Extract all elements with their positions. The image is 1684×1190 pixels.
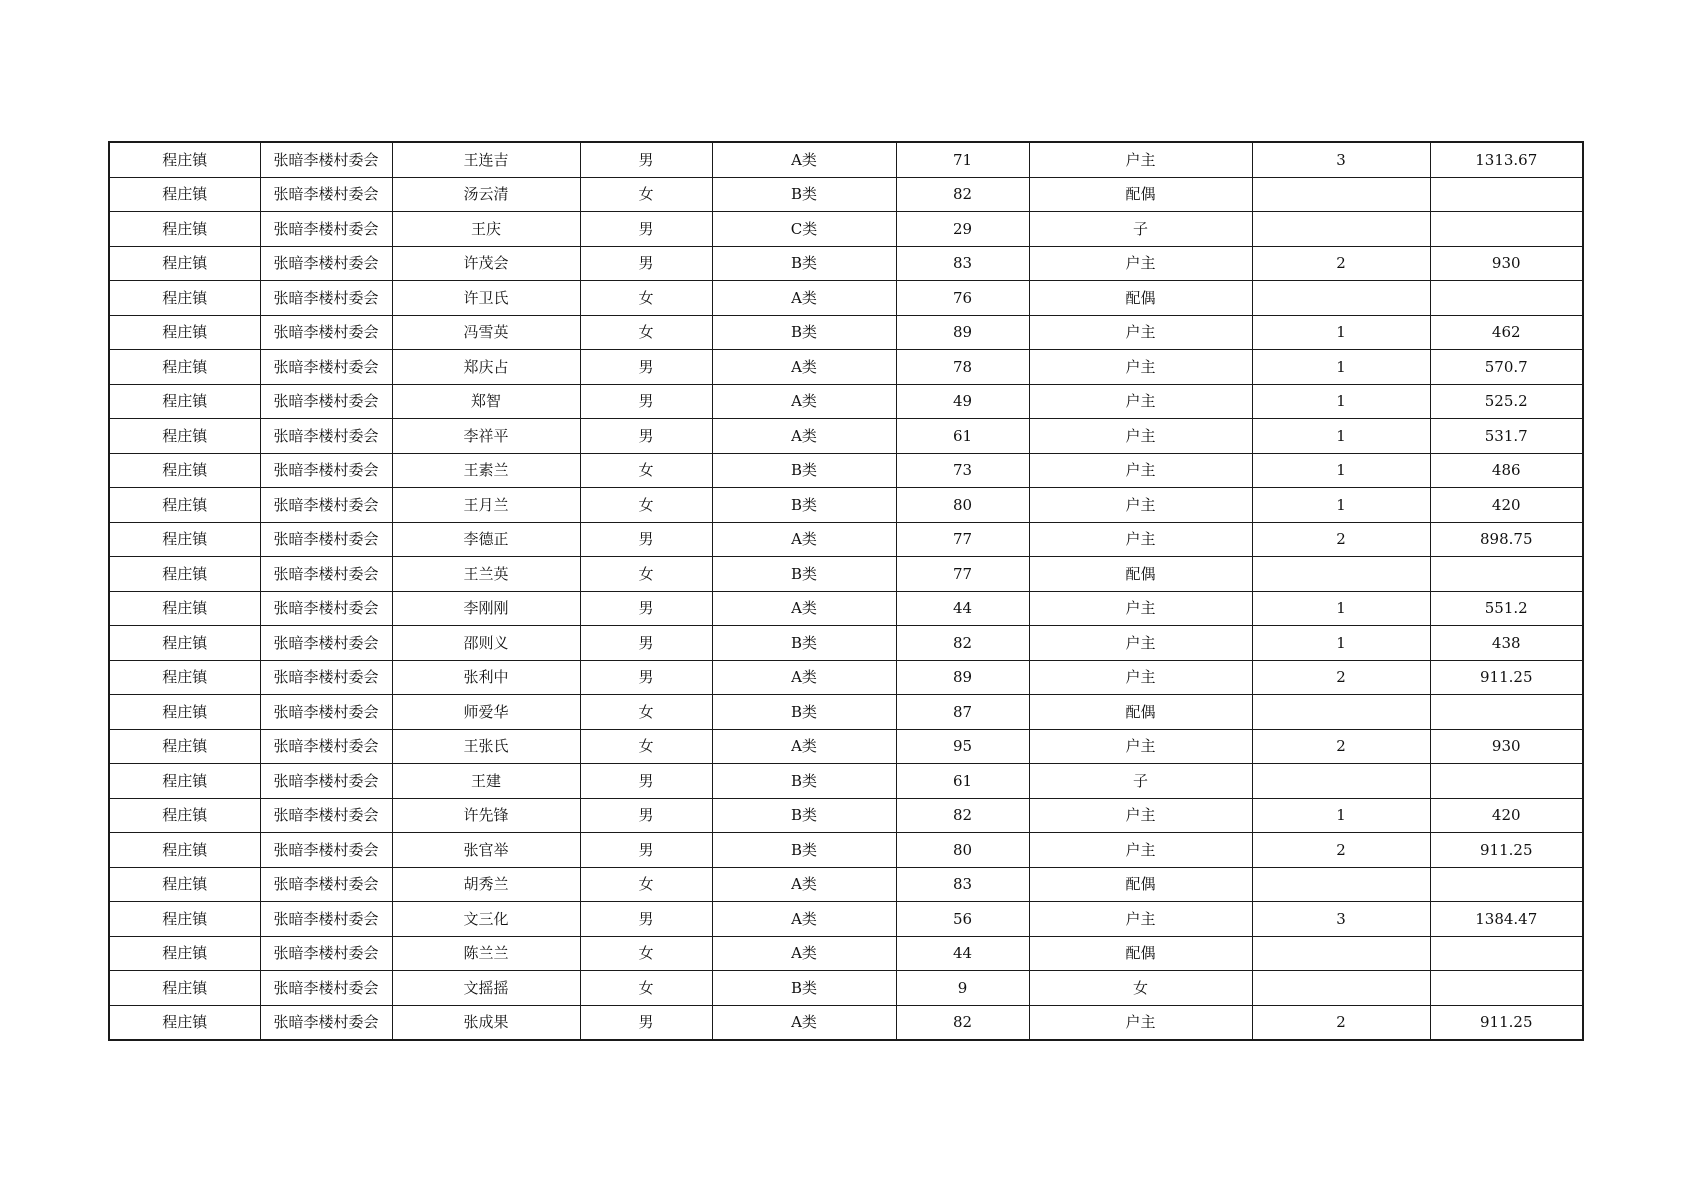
cell-town: 程庄镇 <box>109 281 260 316</box>
cell-household-size: 1 <box>1252 384 1430 419</box>
cell-name: 李刚刚 <box>392 591 580 626</box>
cell-village: 张暗李楼村委会 <box>260 350 392 385</box>
table-row <box>109 591 1583 626</box>
cell-category: B类 <box>712 315 896 350</box>
cell-age: 77 <box>896 522 1029 557</box>
cell-town: 程庄镇 <box>109 867 260 902</box>
table-row <box>109 833 1583 868</box>
table-row <box>109 1005 1583 1040</box>
cell-relation: 户主 <box>1029 315 1252 350</box>
table-row <box>109 867 1583 902</box>
cell-category: B类 <box>712 488 896 523</box>
cell-village: 张暗李楼村委会 <box>260 246 392 281</box>
cell-town: 程庄镇 <box>109 591 260 626</box>
cell-gender: 男 <box>580 350 712 385</box>
cell-name: 王素兰 <box>392 453 580 488</box>
cell-category: A类 <box>712 281 896 316</box>
cell-town: 程庄镇 <box>109 557 260 592</box>
cell-category: B类 <box>712 798 896 833</box>
cell-relation: 配偶 <box>1029 936 1252 971</box>
cell-category: B类 <box>712 695 896 730</box>
cell-category: C类 <box>712 212 896 247</box>
cell-age: 82 <box>896 177 1029 212</box>
cell-village: 张暗李楼村委会 <box>260 936 392 971</box>
cell-name: 郑智 <box>392 384 580 419</box>
table-row <box>109 315 1583 350</box>
cell-village: 张暗李楼村委会 <box>260 764 392 799</box>
cell-village: 张暗李楼村委会 <box>260 488 392 523</box>
cell-amount: 570.7 <box>1430 350 1583 385</box>
cell-name: 李祥平 <box>392 419 580 454</box>
cell-amount <box>1430 867 1583 902</box>
cell-gender: 男 <box>580 522 712 557</box>
cell-category: A类 <box>712 729 896 764</box>
cell-town: 程庄镇 <box>109 660 260 695</box>
cell-town: 程庄镇 <box>109 764 260 799</box>
cell-category: A类 <box>712 1005 896 1040</box>
cell-amount <box>1430 557 1583 592</box>
cell-village: 张暗李楼村委会 <box>260 902 392 937</box>
cell-category: B类 <box>712 453 896 488</box>
cell-amount: 1384.47 <box>1430 902 1583 937</box>
cell-age: 61 <box>896 419 1029 454</box>
cell-gender: 男 <box>580 626 712 661</box>
cell-household-size: 1 <box>1252 798 1430 833</box>
cell-gender: 男 <box>580 1005 712 1040</box>
cell-relation: 户主 <box>1029 729 1252 764</box>
cell-category: A类 <box>712 660 896 695</box>
cell-gender: 女 <box>580 867 712 902</box>
cell-household-size <box>1252 557 1430 592</box>
cell-relation: 户主 <box>1029 1005 1252 1040</box>
cell-household-size <box>1252 212 1430 247</box>
cell-gender: 女 <box>580 971 712 1006</box>
cell-age: 9 <box>896 971 1029 1006</box>
table-row <box>109 246 1583 281</box>
cell-age: 71 <box>896 142 1029 177</box>
cell-relation: 配偶 <box>1029 281 1252 316</box>
cell-village: 张暗李楼村委会 <box>260 281 392 316</box>
cell-amount: 551.2 <box>1430 591 1583 626</box>
cell-relation: 户主 <box>1029 626 1252 661</box>
cell-village: 张暗李楼村委会 <box>260 695 392 730</box>
table-row <box>109 695 1583 730</box>
cell-village: 张暗李楼村委会 <box>260 177 392 212</box>
cell-name: 王建 <box>392 764 580 799</box>
cell-household-size: 1 <box>1252 626 1430 661</box>
table-row <box>109 488 1583 523</box>
cell-village: 张暗李楼村委会 <box>260 971 392 1006</box>
table-row <box>109 626 1583 661</box>
cell-household-size <box>1252 695 1430 730</box>
table-row <box>109 798 1583 833</box>
table-row <box>109 729 1583 764</box>
cell-age: 61 <box>896 764 1029 799</box>
cell-relation: 配偶 <box>1029 867 1252 902</box>
cell-household-size: 2 <box>1252 246 1430 281</box>
cell-name: 汤云清 <box>392 177 580 212</box>
cell-category: A类 <box>712 522 896 557</box>
cell-age: 80 <box>896 488 1029 523</box>
cell-village: 张暗李楼村委会 <box>260 626 392 661</box>
cell-age: 83 <box>896 867 1029 902</box>
cell-household-size: 2 <box>1252 729 1430 764</box>
cell-town: 程庄镇 <box>109 212 260 247</box>
cell-town: 程庄镇 <box>109 729 260 764</box>
cell-village: 张暗李楼村委会 <box>260 660 392 695</box>
cell-town: 程庄镇 <box>109 522 260 557</box>
cell-age: 76 <box>896 281 1029 316</box>
cell-name: 郑庆占 <box>392 350 580 385</box>
cell-amount: 1313.67 <box>1430 142 1583 177</box>
cell-category: A类 <box>712 936 896 971</box>
cell-age: 95 <box>896 729 1029 764</box>
cell-town: 程庄镇 <box>109 488 260 523</box>
cell-relation: 户主 <box>1029 350 1252 385</box>
cell-category: A类 <box>712 867 896 902</box>
cell-town: 程庄镇 <box>109 350 260 385</box>
cell-village: 张暗李楼村委会 <box>260 867 392 902</box>
cell-household-size: 3 <box>1252 142 1430 177</box>
cell-category: B类 <box>712 971 896 1006</box>
cell-age: 73 <box>896 453 1029 488</box>
cell-gender: 女 <box>580 488 712 523</box>
cell-name: 张成果 <box>392 1005 580 1040</box>
cell-household-size: 2 <box>1252 1005 1430 1040</box>
cell-age: 44 <box>896 591 1029 626</box>
cell-town: 程庄镇 <box>109 902 260 937</box>
cell-relation: 户主 <box>1029 902 1252 937</box>
cell-gender: 男 <box>580 764 712 799</box>
cell-amount: 462 <box>1430 315 1583 350</box>
cell-amount: 911.25 <box>1430 1005 1583 1040</box>
cell-name: 王兰英 <box>392 557 580 592</box>
cell-relation: 户主 <box>1029 246 1252 281</box>
cell-category: A类 <box>712 142 896 177</box>
cell-category: A类 <box>712 902 896 937</box>
table-row <box>109 971 1583 1006</box>
table-row <box>109 660 1583 695</box>
cell-age: 77 <box>896 557 1029 592</box>
cell-town: 程庄镇 <box>109 384 260 419</box>
cell-town: 程庄镇 <box>109 142 260 177</box>
cell-household-size: 1 <box>1252 453 1430 488</box>
cell-gender: 女 <box>580 729 712 764</box>
cell-household-size <box>1252 281 1430 316</box>
cell-gender: 女 <box>580 177 712 212</box>
cell-category: B类 <box>712 246 896 281</box>
cell-amount: 531.7 <box>1430 419 1583 454</box>
roster-table <box>108 141 1584 1041</box>
table-row <box>109 281 1583 316</box>
cell-gender: 男 <box>580 798 712 833</box>
cell-category: A类 <box>712 591 896 626</box>
cell-amount: 420 <box>1430 488 1583 523</box>
cell-name: 王连吉 <box>392 142 580 177</box>
cell-age: 80 <box>896 833 1029 868</box>
cell-relation: 户主 <box>1029 591 1252 626</box>
cell-town: 程庄镇 <box>109 419 260 454</box>
cell-name: 许卫氏 <box>392 281 580 316</box>
cell-amount <box>1430 281 1583 316</box>
cell-name: 王庆 <box>392 212 580 247</box>
cell-age: 56 <box>896 902 1029 937</box>
cell-household-size <box>1252 867 1430 902</box>
cell-amount <box>1430 764 1583 799</box>
cell-household-size <box>1252 971 1430 1006</box>
cell-relation: 户主 <box>1029 798 1252 833</box>
cell-relation: 子 <box>1029 764 1252 799</box>
cell-village: 张暗李楼村委会 <box>260 142 392 177</box>
cell-village: 张暗李楼村委会 <box>260 419 392 454</box>
cell-category: B类 <box>712 177 896 212</box>
cell-age: 82 <box>896 626 1029 661</box>
cell-household-size: 2 <box>1252 833 1430 868</box>
cell-town: 程庄镇 <box>109 833 260 868</box>
cell-age: 82 <box>896 798 1029 833</box>
cell-gender: 男 <box>580 212 712 247</box>
cell-village: 张暗李楼村委会 <box>260 729 392 764</box>
cell-name: 张官举 <box>392 833 580 868</box>
cell-village: 张暗李楼村委会 <box>260 522 392 557</box>
cell-amount: 525.2 <box>1430 384 1583 419</box>
cell-gender: 男 <box>580 384 712 419</box>
cell-town: 程庄镇 <box>109 453 260 488</box>
cell-relation: 女 <box>1029 971 1252 1006</box>
cell-age: 44 <box>896 936 1029 971</box>
cell-category: B类 <box>712 833 896 868</box>
table-row <box>109 902 1583 937</box>
cell-amount: 911.25 <box>1430 833 1583 868</box>
cell-household-size <box>1252 177 1430 212</box>
cell-town: 程庄镇 <box>109 315 260 350</box>
cell-relation: 户主 <box>1029 488 1252 523</box>
cell-relation: 户主 <box>1029 660 1252 695</box>
cell-village: 张暗李楼村委会 <box>260 453 392 488</box>
cell-household-size: 1 <box>1252 488 1430 523</box>
cell-gender: 女 <box>580 695 712 730</box>
cell-village: 张暗李楼村委会 <box>260 833 392 868</box>
cell-town: 程庄镇 <box>109 695 260 730</box>
cell-age: 89 <box>896 660 1029 695</box>
cell-amount <box>1430 177 1583 212</box>
cell-amount <box>1430 936 1583 971</box>
cell-amount: 486 <box>1430 453 1583 488</box>
cell-name: 王张氏 <box>392 729 580 764</box>
cell-household-size <box>1252 764 1430 799</box>
cell-amount: 911.25 <box>1430 660 1583 695</box>
cell-age: 82 <box>896 1005 1029 1040</box>
cell-category: A类 <box>712 350 896 385</box>
cell-amount <box>1430 212 1583 247</box>
cell-town: 程庄镇 <box>109 798 260 833</box>
cell-relation: 户主 <box>1029 419 1252 454</box>
cell-relation: 户主 <box>1029 453 1252 488</box>
cell-town: 程庄镇 <box>109 626 260 661</box>
cell-household-size: 2 <box>1252 660 1430 695</box>
cell-gender: 女 <box>580 936 712 971</box>
cell-household-size <box>1252 936 1430 971</box>
cell-gender: 男 <box>580 246 712 281</box>
cell-amount <box>1430 695 1583 730</box>
table-row <box>109 764 1583 799</box>
table-row <box>109 557 1583 592</box>
cell-amount: 898.75 <box>1430 522 1583 557</box>
cell-relation: 户主 <box>1029 833 1252 868</box>
cell-name: 许茂会 <box>392 246 580 281</box>
cell-age: 87 <box>896 695 1029 730</box>
table-row <box>109 350 1583 385</box>
cell-age: 29 <box>896 212 1029 247</box>
cell-name: 冯雪英 <box>392 315 580 350</box>
cell-name: 许先锋 <box>392 798 580 833</box>
cell-age: 89 <box>896 315 1029 350</box>
cell-name: 邵则义 <box>392 626 580 661</box>
cell-household-size: 1 <box>1252 350 1430 385</box>
cell-gender: 男 <box>580 591 712 626</box>
cell-village: 张暗李楼村委会 <box>260 1005 392 1040</box>
cell-amount: 930 <box>1430 246 1583 281</box>
cell-gender: 男 <box>580 660 712 695</box>
cell-name: 文摇摇 <box>392 971 580 1006</box>
cell-relation: 配偶 <box>1029 557 1252 592</box>
cell-name: 师爱华 <box>392 695 580 730</box>
cell-household-size: 1 <box>1252 315 1430 350</box>
table-row <box>109 142 1583 177</box>
cell-village: 张暗李楼村委会 <box>260 212 392 247</box>
table-row <box>109 177 1583 212</box>
table-row <box>109 212 1583 247</box>
table-row <box>109 522 1583 557</box>
cell-gender: 男 <box>580 142 712 177</box>
roster-table-body <box>109 142 1583 1040</box>
cell-village: 张暗李楼村委会 <box>260 798 392 833</box>
cell-household-size: 2 <box>1252 522 1430 557</box>
cell-age: 83 <box>896 246 1029 281</box>
cell-category: B类 <box>712 557 896 592</box>
cell-village: 张暗李楼村委会 <box>260 315 392 350</box>
cell-amount: 930 <box>1430 729 1583 764</box>
cell-category: A类 <box>712 419 896 454</box>
cell-name: 陈兰兰 <box>392 936 580 971</box>
cell-category: B类 <box>712 626 896 661</box>
cell-age: 78 <box>896 350 1029 385</box>
cell-household-size: 3 <box>1252 902 1430 937</box>
cell-gender: 男 <box>580 419 712 454</box>
cell-name: 王月兰 <box>392 488 580 523</box>
cell-category: A类 <box>712 384 896 419</box>
cell-amount: 420 <box>1430 798 1583 833</box>
cell-name: 李德正 <box>392 522 580 557</box>
cell-town: 程庄镇 <box>109 971 260 1006</box>
cell-amount: 438 <box>1430 626 1583 661</box>
cell-name: 张利中 <box>392 660 580 695</box>
cell-village: 张暗李楼村委会 <box>260 557 392 592</box>
cell-category: B类 <box>712 764 896 799</box>
cell-gender: 女 <box>580 315 712 350</box>
cell-household-size: 1 <box>1252 591 1430 626</box>
table-row <box>109 384 1583 419</box>
cell-town: 程庄镇 <box>109 177 260 212</box>
cell-relation: 配偶 <box>1029 695 1252 730</box>
cell-relation: 户主 <box>1029 142 1252 177</box>
cell-relation: 户主 <box>1029 522 1252 557</box>
cell-town: 程庄镇 <box>109 246 260 281</box>
cell-village: 张暗李楼村委会 <box>260 384 392 419</box>
cell-name: 胡秀兰 <box>392 867 580 902</box>
cell-gender: 女 <box>580 557 712 592</box>
cell-household-size: 1 <box>1252 419 1430 454</box>
cell-town: 程庄镇 <box>109 1005 260 1040</box>
cell-town: 程庄镇 <box>109 936 260 971</box>
cell-age: 49 <box>896 384 1029 419</box>
cell-relation: 户主 <box>1029 384 1252 419</box>
cell-gender: 女 <box>580 453 712 488</box>
cell-gender: 男 <box>580 902 712 937</box>
table-row <box>109 419 1583 454</box>
cell-gender: 女 <box>580 281 712 316</box>
cell-village: 张暗李楼村委会 <box>260 591 392 626</box>
table-row <box>109 453 1583 488</box>
cell-name: 文三化 <box>392 902 580 937</box>
cell-gender: 男 <box>580 833 712 868</box>
table-row <box>109 936 1583 971</box>
cell-amount <box>1430 971 1583 1006</box>
cell-relation: 配偶 <box>1029 177 1252 212</box>
cell-relation: 子 <box>1029 212 1252 247</box>
